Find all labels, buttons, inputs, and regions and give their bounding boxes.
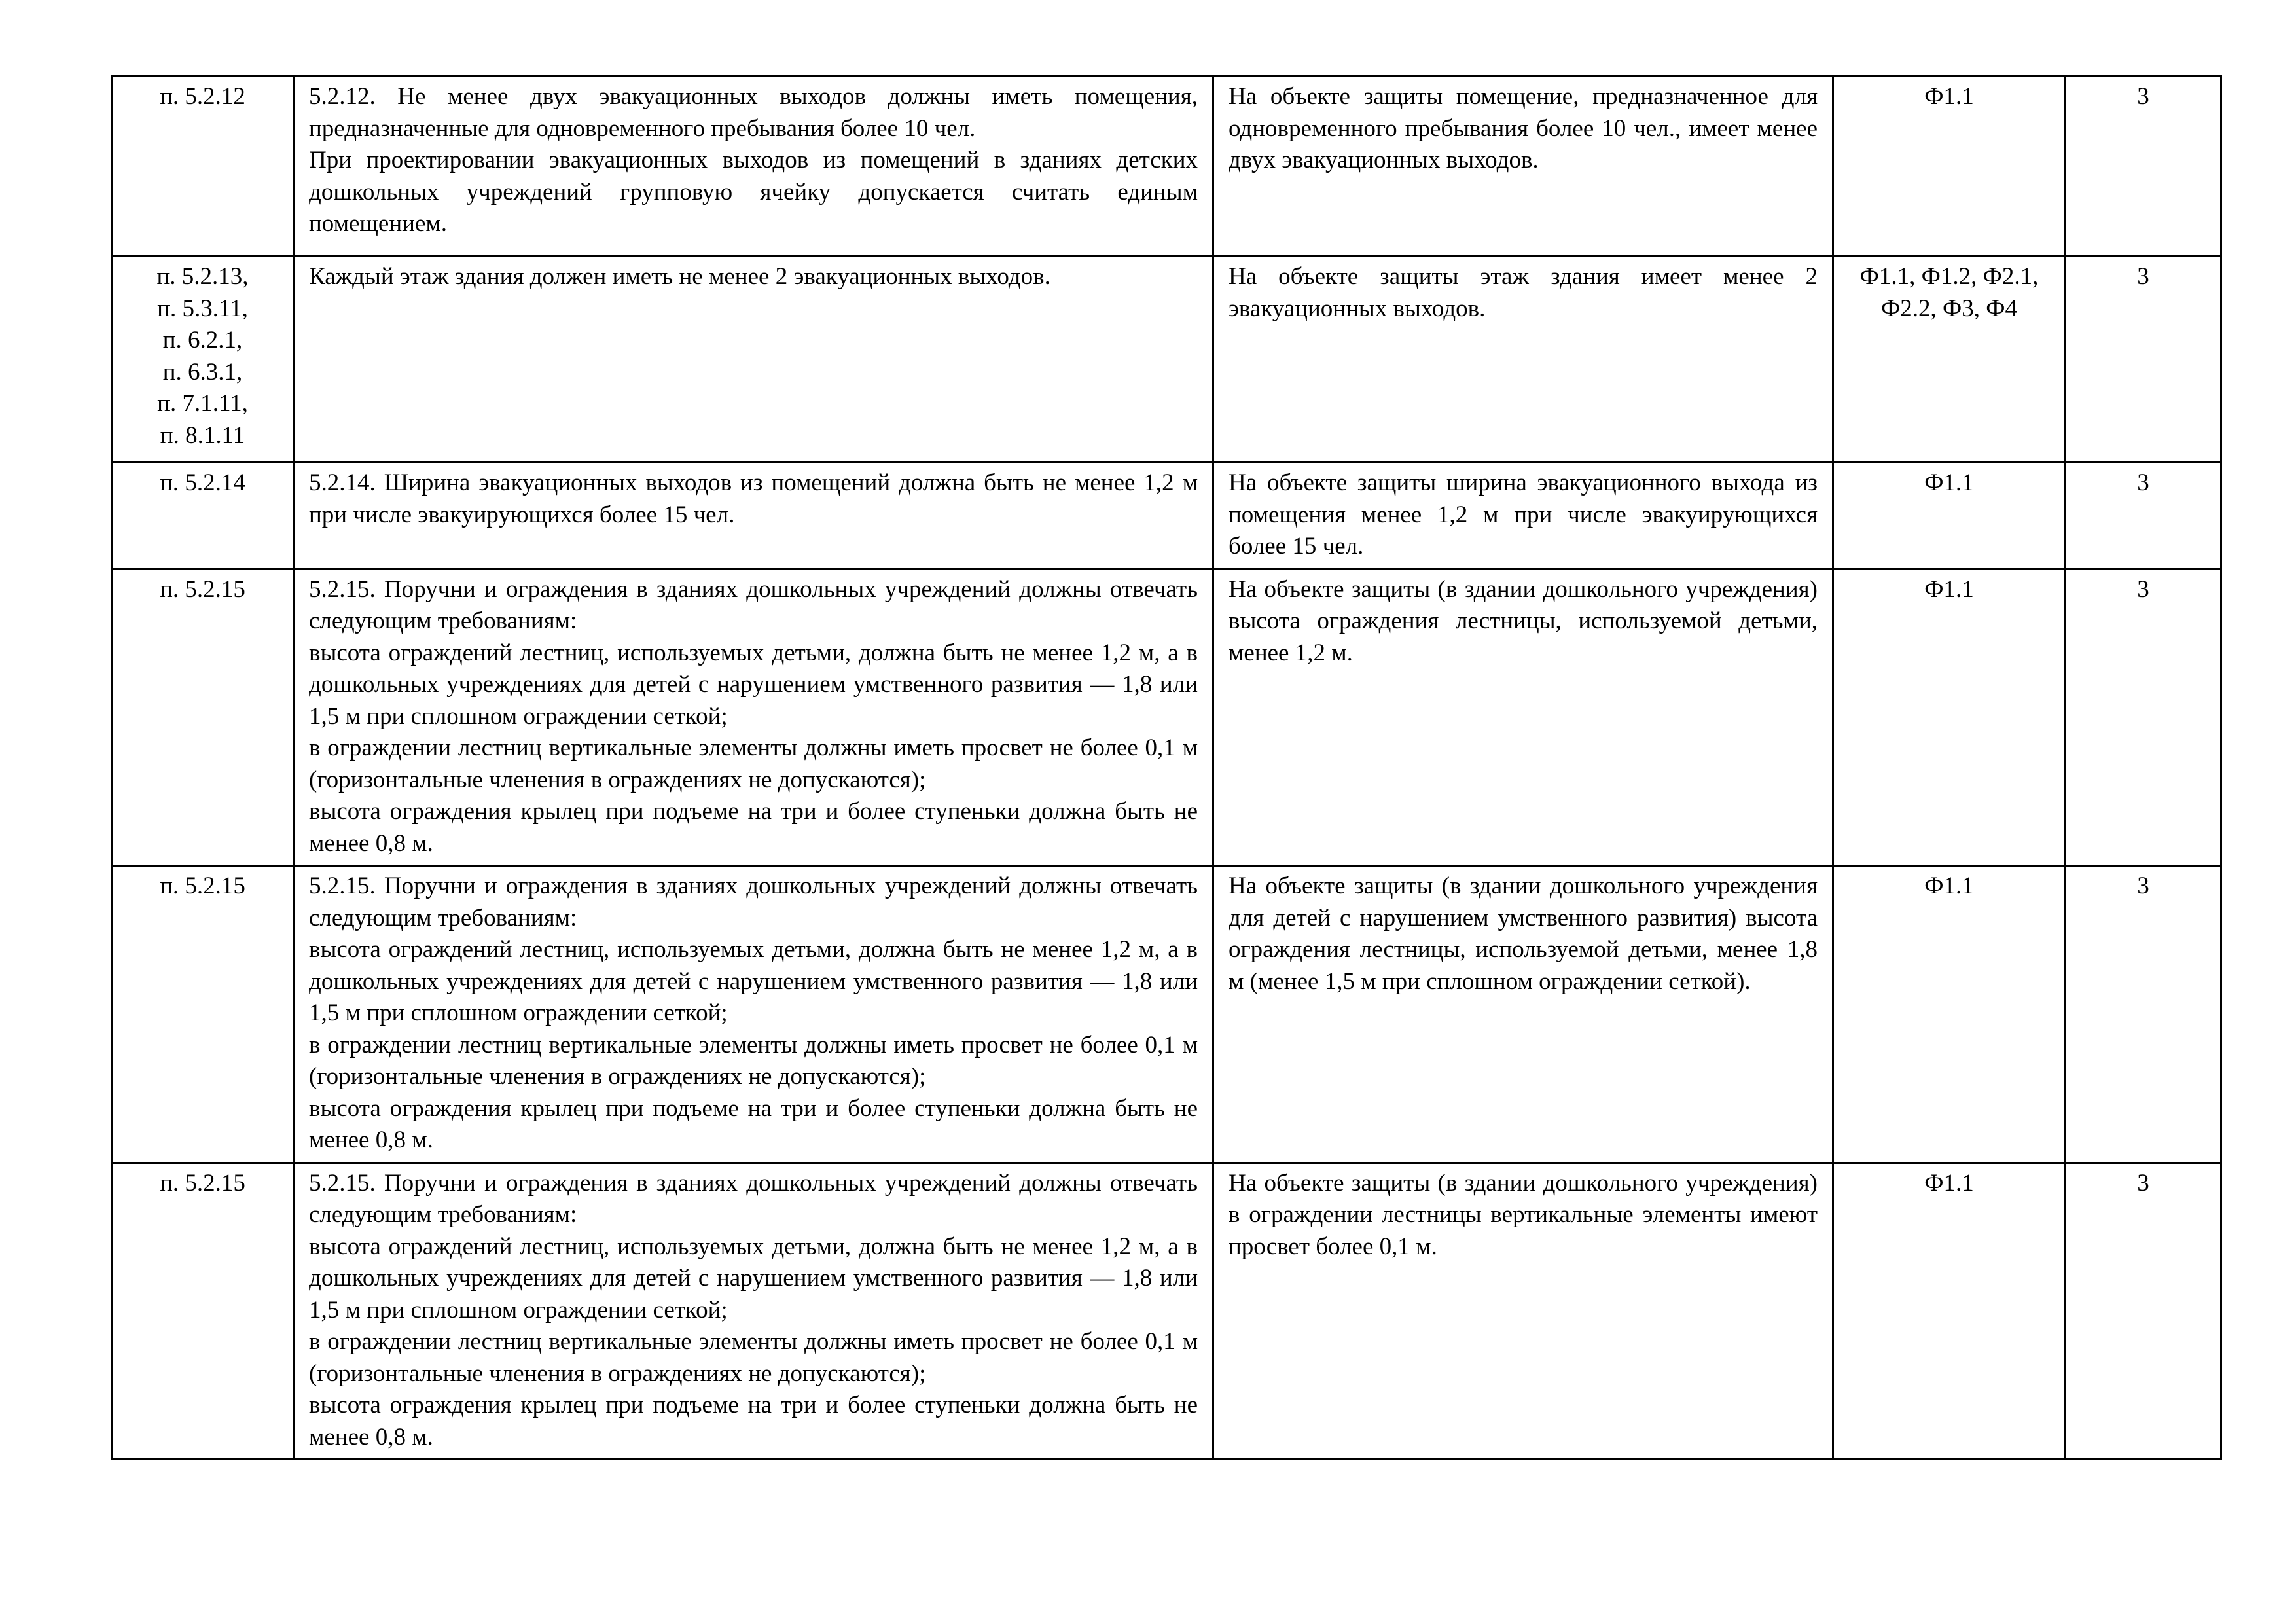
class-cell xyxy=(1833,569,2066,866)
functional-class: Ф1.1 xyxy=(1924,873,1974,899)
norm-reference-cell xyxy=(112,257,294,463)
requirement-paragraph: 5.2.15. Поручни и ограждения в зданиях дошкольных учреждений должны отвечать следующим требованиям: xyxy=(309,575,1198,634)
violation-cell xyxy=(1213,866,1833,1163)
violation-cell xyxy=(1213,257,1833,463)
norm-reference: п. 5.2.15 xyxy=(160,575,245,603)
table-row xyxy=(112,463,2221,569)
violation-text: На объекте защиты этаж здания имеет менее 2 эвакуационных выходов. xyxy=(1229,263,1818,322)
class-cell xyxy=(1833,77,2066,257)
functional-class: Ф1.1 xyxy=(1924,469,1974,496)
requirement-paragraph: 5.2.15. Поручни и ограждения в зданиях дошкольных учреждений должны отвечать следующим требованиям: xyxy=(309,1169,1198,1228)
requirement-paragraph: высота ограждений лестниц, используемых детьми, должна быть не менее 1,2 м, а в дошкольных учреждениях для детей с нарушением умственного развития — 1,8 или 1,5 м при сплошном ограждении сеткой; xyxy=(309,639,1198,730)
norm-reference: п. 5.2.15 xyxy=(160,1169,245,1197)
requirement-paragraph: в ограждении лестниц вертикальные элементы должны иметь просвет не более 0,1 м (горизонтальные членения в ограждениях не допускаются); xyxy=(309,1328,1198,1387)
table-row xyxy=(112,257,2221,463)
requirement-paragraph: 5.2.14. Ширина эвакуационных выходов из помещений должна быть не менее 1,2 м при числе эвакуирующихся более 15 чел. xyxy=(309,469,1198,528)
table-row xyxy=(112,1163,2221,1460)
table-row xyxy=(112,569,2221,866)
norm-reference: п. 8.1.11 xyxy=(160,422,245,449)
risk-category: 3 xyxy=(2137,83,2149,110)
norm-reference-cell xyxy=(112,866,294,1163)
requirement-paragraph: высота ограждения крылец при подъеме на три и более ступеньки должна быть не менее 0,8 м. xyxy=(309,1094,1198,1153)
requirement-paragraph: высота ограждений лестниц, используемых детьми, должна быть не менее 1,2 м, а в дошкольных учреждениях для детей с нарушением умственного развития — 1,8 или 1,5 м при сплошном ограждении сеткой; xyxy=(309,936,1198,1026)
norm-reference: п. 5.2.15 xyxy=(160,873,245,899)
norm-reference: п. 5.2.12 xyxy=(160,83,245,110)
norm-reference-cell xyxy=(112,463,294,569)
functional-class: Ф1.1 xyxy=(1924,83,1974,110)
requirement-cell xyxy=(294,1163,1213,1460)
requirement-cell xyxy=(294,569,1213,866)
norm-reference: п. 6.2.1, xyxy=(162,327,243,353)
violation-cell xyxy=(1213,1163,1833,1460)
violation-text: На объекте защиты (в здании дошкольного учреждения) высота ограждения лестницы, используемой детьми, менее 1,2 м. xyxy=(1229,575,1818,666)
requirement-paragraph: высота ограждения крылец при подъеме на три и более ступеньки должна быть не менее 0,8 м. xyxy=(309,798,1198,857)
requirement-cell xyxy=(294,866,1213,1163)
risk-category: 3 xyxy=(2137,1169,2149,1197)
risk-cell xyxy=(2066,257,2221,463)
class-cell xyxy=(1833,1163,2066,1460)
requirement-paragraph: в ограждении лестниц вертикальные элементы должны иметь просвет не более 0,1 м (горизонтальные членения в ограждениях не допускаются); xyxy=(309,1031,1198,1090)
violation-cell xyxy=(1213,463,1833,569)
violation-cell xyxy=(1213,77,1833,257)
norm-reference-cell xyxy=(112,569,294,866)
class-cell xyxy=(1833,463,2066,569)
functional-class: Ф1.1, Ф1.2, Ф2.1, Ф2.2, Ф3, Ф4 xyxy=(1859,263,2039,322)
requirement-paragraph: высота ограждения крылец при подъеме на три и более ступеньки должна быть не менее 0,8 м. xyxy=(309,1392,1198,1451)
violation-cell xyxy=(1213,569,1833,866)
norm-reference-cell xyxy=(112,77,294,257)
risk-cell xyxy=(2066,866,2221,1163)
norm-reference: п. 5.2.14 xyxy=(160,469,245,496)
violation-text: На объекте защиты (в здании дошкольного учреждения) в ограждении лестницы вертикальные элементы имеют просвет более 0,1 м. xyxy=(1229,1169,1818,1260)
risk-cell xyxy=(2066,77,2221,257)
requirements-table xyxy=(111,75,2222,1460)
functional-class: Ф1.1 xyxy=(1924,575,1974,603)
violation-text: На объекте защиты помещение, предназначенное для одновременного пребывания более 10 чел., имеет менее двух эвакуационных выходов. xyxy=(1229,83,1818,173)
risk-cell xyxy=(2066,569,2221,866)
requirement-cell xyxy=(294,77,1213,257)
norm-reference: п. 6.3.1, xyxy=(162,358,243,386)
requirement-cell xyxy=(294,463,1213,569)
risk-category: 3 xyxy=(2137,575,2149,603)
norm-reference: п. 5.3.11, xyxy=(157,295,248,322)
table-row xyxy=(112,866,2221,1163)
risk-category: 3 xyxy=(2137,873,2149,899)
risk-cell xyxy=(2066,1163,2221,1460)
violation-text: На объекте защиты (в здании дошкольного учреждения для детей с нарушением умственного развития) высота ограждения лестницы, используемой детьми, менее 1,8 м (менее 1,5 м при сплошном ограждении сеткой). xyxy=(1229,873,1818,995)
norm-reference: п. 5.2.13, xyxy=(156,263,249,290)
risk-cell xyxy=(2066,463,2221,569)
violation-text: На объекте защиты ширина эвакуационного выхода из помещения менее 1,2 м при числе эвакуирующихся более 15 чел. xyxy=(1229,469,1818,560)
risk-category: 3 xyxy=(2137,469,2149,496)
class-cell xyxy=(1833,257,2066,463)
requirement-cell xyxy=(294,257,1213,463)
requirement-paragraph: высота ограждений лестниц, используемых детьми, должна быть не менее 1,2 м, а в дошкольных учреждениях для детей с нарушением умственного развития — 1,8 или 1,5 м при сплошном ограждении сеткой; xyxy=(309,1233,1198,1324)
table-row xyxy=(112,77,2221,257)
requirement-paragraph: в ограждении лестниц вертикальные элементы должны иметь просвет не более 0,1 м (горизонтальные членения в ограждениях не допускаются); xyxy=(309,734,1198,793)
functional-class: Ф1.1 xyxy=(1924,1169,1974,1197)
norm-reference: п. 7.1.11, xyxy=(157,390,248,417)
requirement-paragraph: Каждый этаж здания должен иметь не менее 2 эвакуационных выходов. xyxy=(309,263,1050,290)
risk-category: 3 xyxy=(2137,263,2149,290)
requirement-paragraph: 5.2.15. Поручни и ограждения в зданиях дошкольных учреждений должны отвечать следующим требованиям: xyxy=(309,873,1198,931)
norm-reference-cell xyxy=(112,1163,294,1460)
requirement-paragraph: 5.2.12. Не менее двух эвакуационных выходов должны иметь помещения, предназначенные для одновременного пребывания более 10 чел. xyxy=(309,83,1198,142)
class-cell xyxy=(1833,866,2066,1163)
requirement-paragraph: При проектировании эвакуационных выходов из помещений в зданиях детских дошкольных учреждений групповую ячейку допускается считать единым помещением. xyxy=(309,147,1198,237)
